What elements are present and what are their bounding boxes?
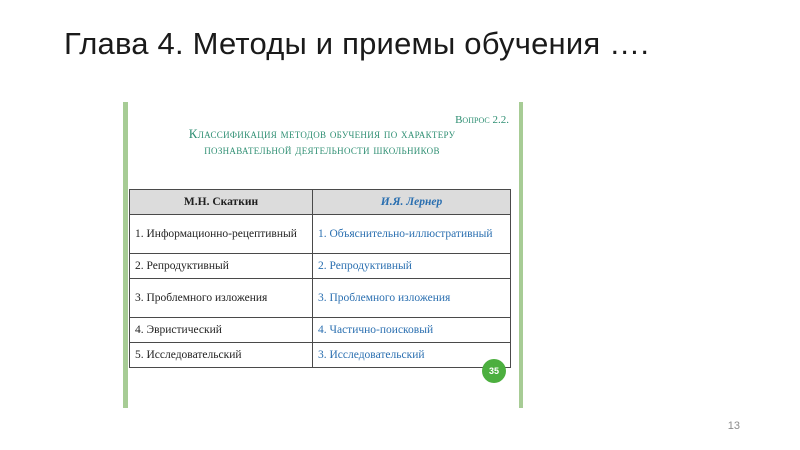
cell-skatkin: 3. Проблемного изложения	[130, 279, 313, 318]
cell-skatkin: 4. Эвристический	[130, 318, 313, 343]
cell-skatkin: 1. Информационно-рецептивный	[130, 215, 313, 254]
methods-table	[129, 189, 511, 368]
cell-skatkin: 5. Исследовательский	[130, 343, 313, 368]
table-row	[130, 254, 511, 279]
scan-heading	[133, 126, 511, 158]
cell-lerner: 3. Проблемного изложения	[313, 279, 511, 318]
header-skatkin: М.Н. Скаткин	[130, 190, 313, 215]
slide-title: Глава 4. Методы и приемы обучения ….	[64, 26, 650, 61]
page-number: 13	[727, 420, 740, 432]
page-badge: 35	[482, 359, 506, 383]
cell-lerner: 2. Репродуктивный	[313, 254, 511, 279]
scan-heading-line-2: познавательной деятельности школьников	[204, 142, 440, 157]
table-row	[130, 343, 511, 368]
table-header-row	[130, 190, 511, 215]
table-row	[130, 279, 511, 318]
cell-skatkin: 2. Репродуктивный	[130, 254, 313, 279]
scan-right-border	[519, 102, 523, 408]
cell-lerner: 1. Объяснительно-иллюстративный	[313, 215, 511, 254]
cell-lerner: 4. Частично-поисковый	[313, 318, 511, 343]
textbook-scan	[123, 102, 523, 408]
scan-heading-line-1: Классификация методов обучения по характеру	[188, 126, 456, 141]
question-label: Вопрос 2.2.	[455, 114, 509, 126]
table-row	[130, 318, 511, 343]
table-row	[130, 215, 511, 254]
header-lerner: И.Я. Лернер	[313, 190, 511, 215]
scan-left-border	[123, 102, 128, 408]
cell-lerner: 3. Исследовательский	[313, 343, 511, 368]
